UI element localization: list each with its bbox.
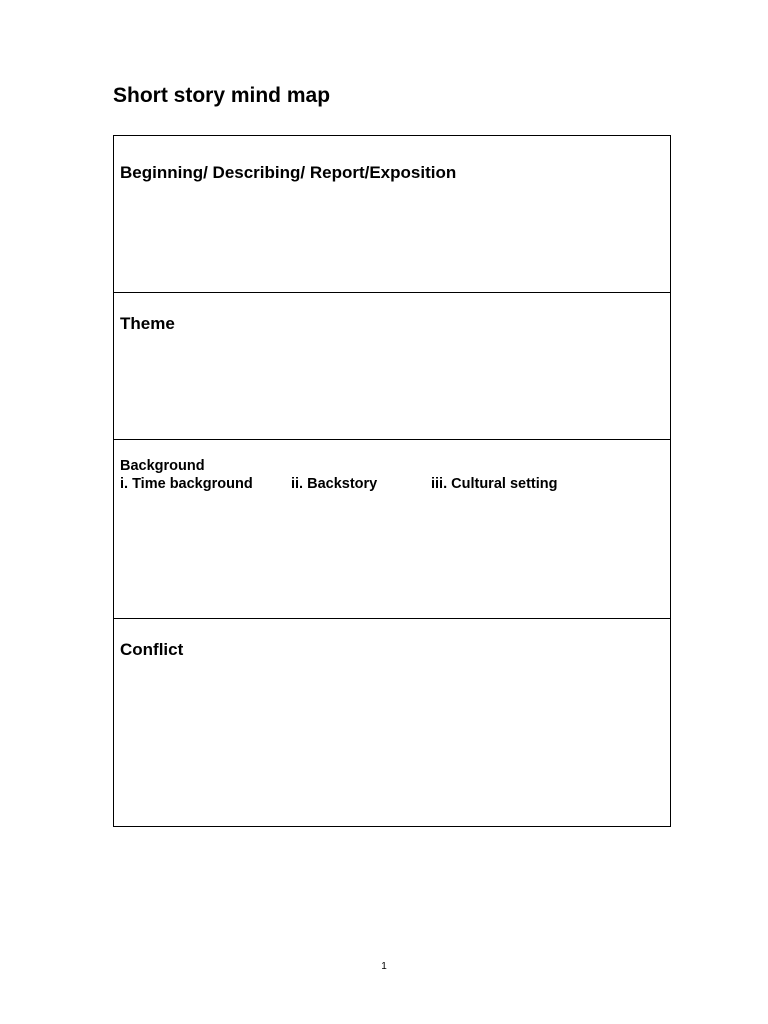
page-title: Short story mind map [113,84,331,107]
section-beginning[interactable] [114,136,670,292]
section-background[interactable] [114,439,670,618]
background-item-time: i. Time background [120,476,253,492]
background-item-cultural: iii. Cultural setting [431,476,558,492]
mind-map-table [113,135,671,827]
section-heading-theme: Theme [120,314,175,333]
background-item-backstory: ii. Backstory [291,476,378,492]
page-number: 1 [381,961,387,972]
section-theme[interactable] [114,292,670,439]
section-heading-conflict: Conflict [120,640,184,659]
section-heading-background: Background [120,458,205,474]
section-heading-beginning: Beginning/ Describing/ Report/Exposition [120,163,457,182]
section-conflict[interactable] [114,618,670,826]
